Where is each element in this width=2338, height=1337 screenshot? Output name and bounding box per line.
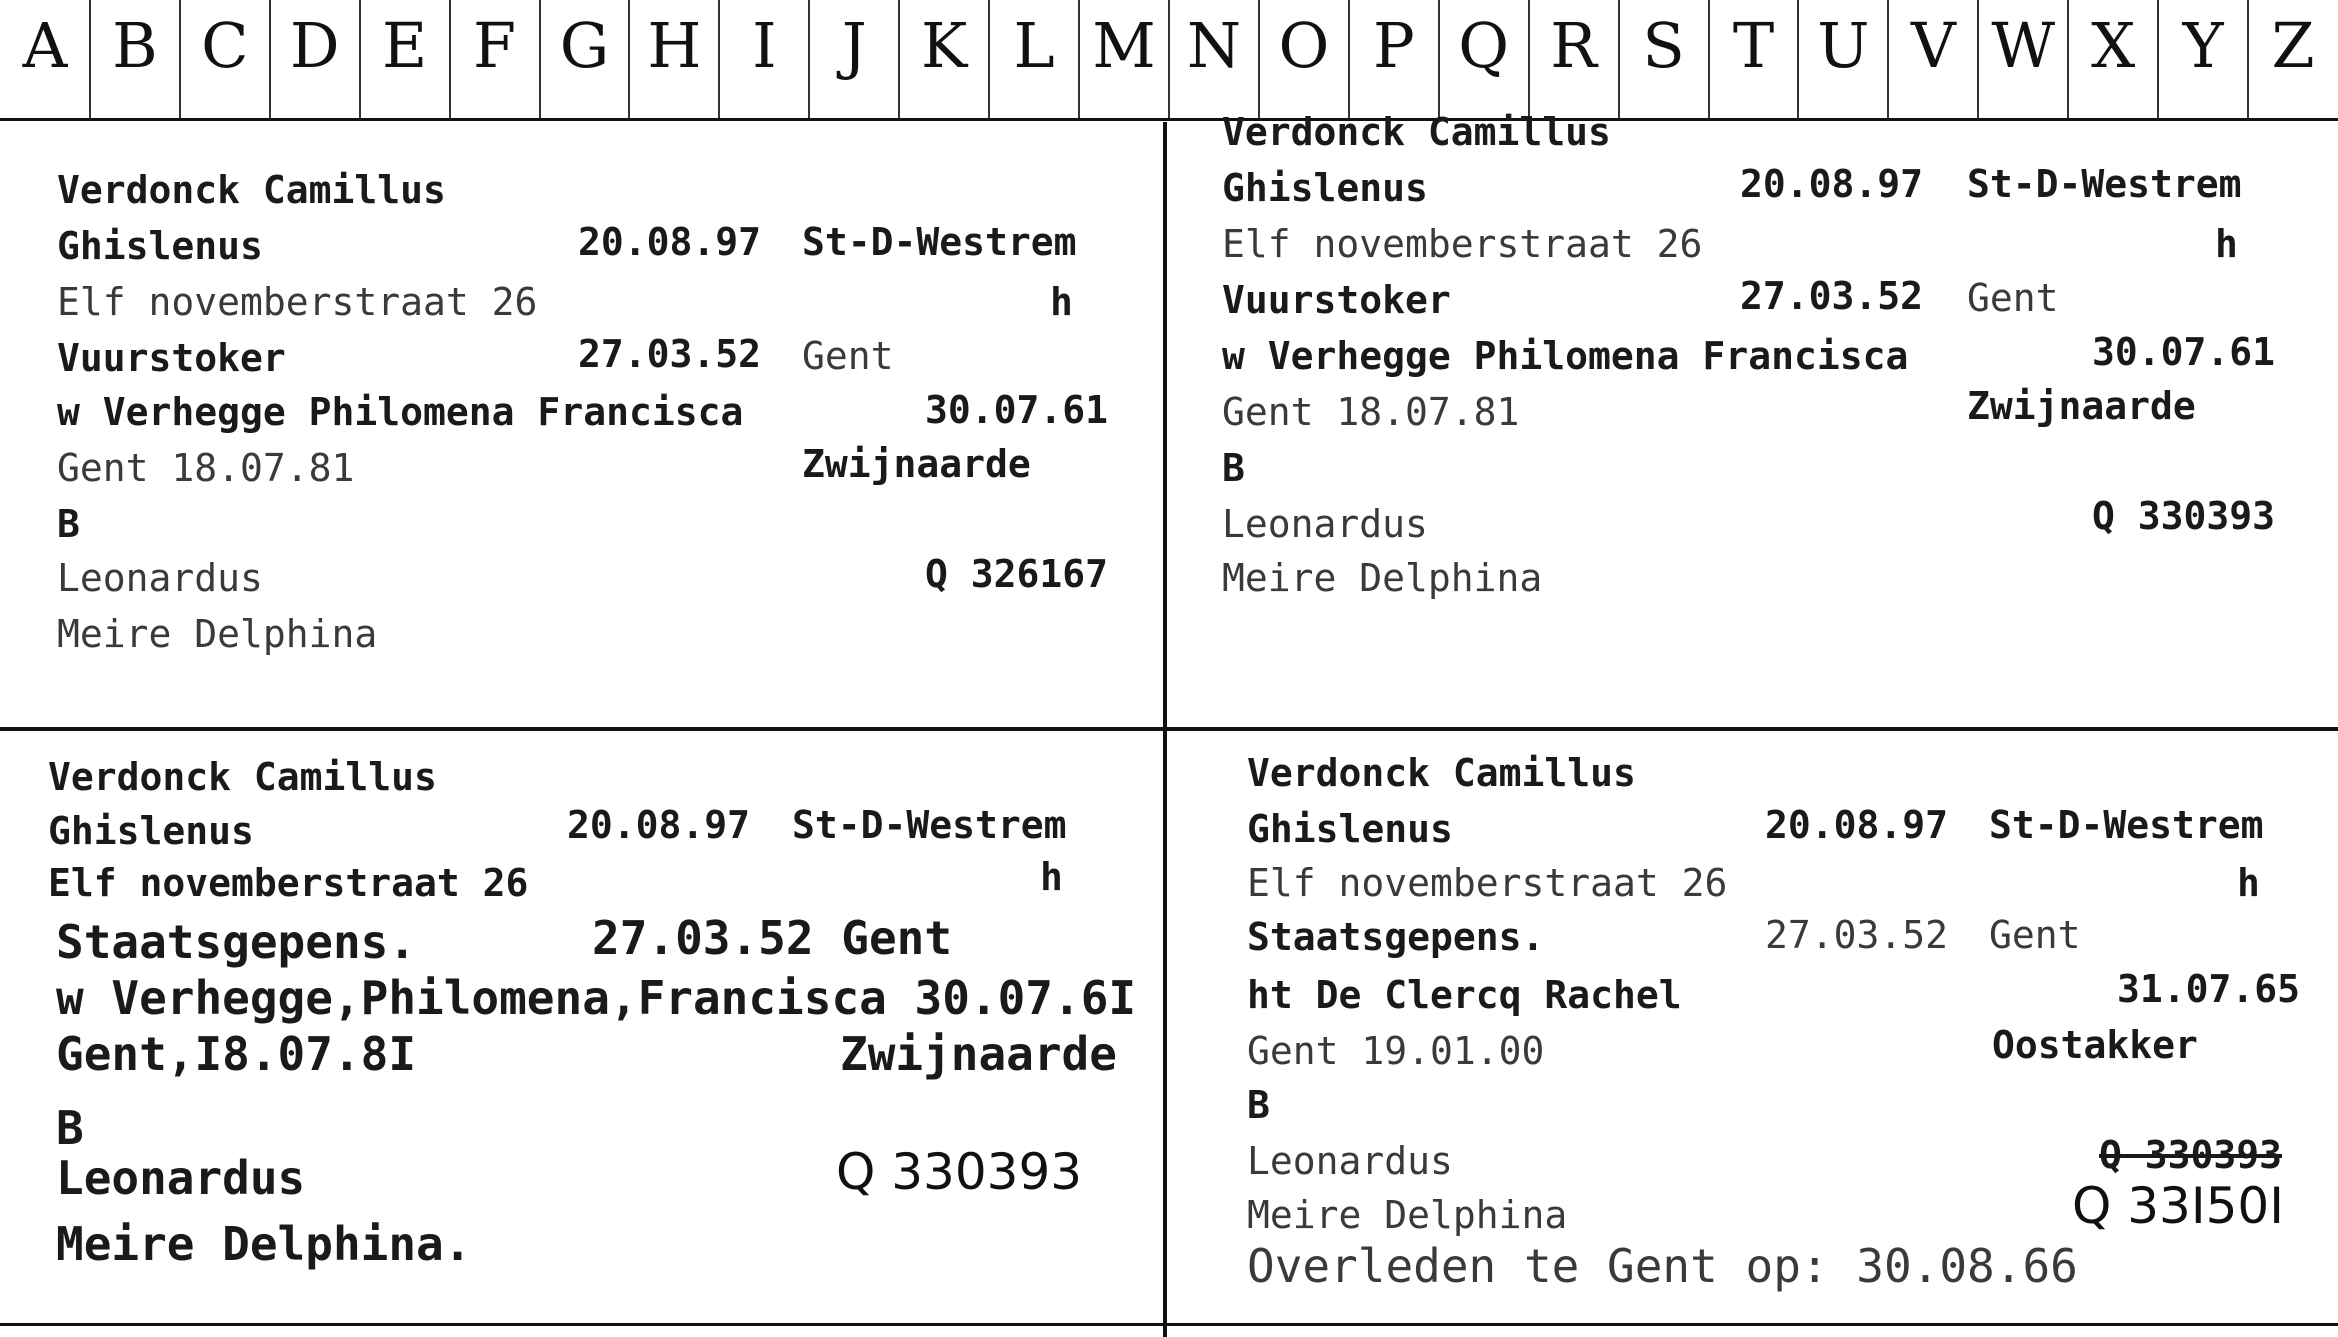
index-letter: J — [841, 9, 867, 82]
card-spouse-place: Oostakker — [1992, 1023, 2198, 1067]
card-spouse-birth: Gent 18.07.81 — [57, 446, 355, 490]
card-death-note: Overleden te Gent op: 30.08.66 — [1247, 1239, 2078, 1293]
card-mother: Meire Delphina — [57, 612, 378, 656]
index-letter: C — [201, 9, 249, 82]
index-baseline — [0, 118, 2338, 121]
card-surname: Verdonck Camillus — [48, 755, 437, 799]
card-spouse: w Verhegge,Philomena,Francisca 30.07.6I — [56, 971, 1137, 1025]
index-letter: M — [1092, 9, 1156, 82]
index-letter-cell — [1349, 0, 1439, 118]
index-letter: W — [1991, 9, 2056, 82]
index-letter-cell — [719, 0, 809, 118]
index-letter: P — [1372, 9, 1415, 82]
index-letter: K — [921, 9, 968, 82]
card-given-name: Ghislenus — [1247, 807, 1453, 851]
card-spouse-date: 31.07.65 — [2117, 967, 2301, 1011]
index-letter: A — [22, 9, 68, 82]
index-letter: T — [1732, 9, 1775, 82]
index-letter-cell — [989, 0, 1079, 118]
card-address: Elf novemberstraat 26 — [1222, 222, 1703, 266]
index-letter-cell — [1079, 0, 1169, 118]
index-letter-cell — [2068, 0, 2158, 118]
index-letter: U — [1817, 9, 1870, 82]
card-spouse-place: Zwijnaarde — [802, 442, 1031, 486]
index-letter-cell — [2248, 0, 2338, 118]
card-mark: h — [2215, 222, 2238, 266]
card-spouse-place: Zwijnaarde — [840, 1027, 1117, 1081]
index-letter-cell — [809, 0, 899, 118]
record-card-1 — [0, 122, 1163, 727]
card-surname: Verdonck Camillus — [57, 168, 446, 212]
index-letter-cell — [540, 0, 630, 118]
card-reg-place: Gent — [1967, 276, 2059, 320]
card-reg-place: Gent — [802, 334, 894, 378]
card-birth-date: 20.08.97 — [1740, 162, 1924, 206]
index-letter-cell — [450, 0, 540, 118]
index-letter: I — [752, 9, 777, 82]
card-spouse-date: 30.07.61 — [2092, 330, 2276, 374]
card-occupation: Staatsgepens. — [56, 915, 417, 969]
index-letter-cell — [360, 0, 450, 118]
index-letter: S — [1642, 9, 1685, 82]
index-letter: L — [1013, 9, 1055, 82]
card-spouse-birth: Gent 18.07.81 — [1222, 390, 1520, 434]
index-letter: E — [382, 9, 428, 82]
index-letter-cell — [1978, 0, 2068, 118]
index-letter-cell — [1619, 0, 1709, 118]
record-card-3 — [0, 731, 1163, 1323]
card-reference: Q 33I50I — [2072, 1177, 2284, 1235]
card-occupation: Vuurstoker — [1222, 278, 1451, 322]
index-letter-cell — [899, 0, 989, 118]
index-letter-cell — [1709, 0, 1799, 118]
card-father: Leonardus — [1247, 1139, 1453, 1183]
card-address: Elf novemberstraat 26 — [57, 280, 538, 324]
card-father: Leonardus — [1222, 502, 1428, 546]
index-letter-cell — [1259, 0, 1349, 118]
card-reg-place: Gent — [1989, 913, 2081, 957]
card-address: Elf novemberstraat 26 — [1247, 861, 1728, 905]
index-letter-cell — [180, 0, 270, 118]
card-birth-place: St-D-Westrem — [802, 220, 1077, 264]
card-mark: h — [1050, 280, 1073, 324]
card-reference: Q 330393 — [836, 1143, 1083, 1201]
card-birth-date: 20.08.97 — [567, 803, 751, 847]
index-letter-cell — [270, 0, 360, 118]
card-father: Leonardus — [56, 1151, 306, 1205]
index-letter-cell — [1439, 0, 1529, 118]
index-letter-cell — [1529, 0, 1619, 118]
card-nationality: B — [57, 502, 80, 546]
card-reg-date: 27.03.52 — [1765, 913, 1949, 957]
card-given-name: Ghislenus — [48, 809, 254, 853]
card-mark: h — [1040, 855, 1063, 899]
card-nationality: B — [56, 1101, 84, 1155]
card-spouse-birth: Gent,I8.07.8I — [56, 1027, 417, 1081]
index-letter: B — [112, 9, 158, 82]
card-reference-old: Q 330393 — [2099, 1133, 2283, 1177]
card-nationality: B — [1222, 446, 1245, 490]
card-mother: Meire Delphina. — [56, 1217, 472, 1271]
card-spouse-birth: Gent 19.01.00 — [1247, 1029, 1545, 1073]
card-birth-date: 20.08.97 — [1765, 803, 1949, 847]
card-birth-date: 20.08.97 — [578, 220, 762, 264]
card-nationality: B — [1247, 1083, 1270, 1127]
card-birth-place: St-D-Westrem — [792, 803, 1067, 847]
index-letter-cell — [0, 0, 90, 118]
card-surname: Verdonck Camillus — [1247, 751, 1636, 795]
index-letter-cell — [1798, 0, 1888, 118]
index-letter: Q — [1458, 9, 1510, 82]
index-letter: O — [1278, 9, 1330, 82]
index-letter: N — [1186, 9, 1242, 82]
card-reg-date-place: 27.03.52 Gent — [592, 911, 953, 965]
card-given-name: Ghislenus — [57, 224, 263, 268]
index-letter-cell — [1169, 0, 1259, 118]
alphabet-index — [0, 0, 2338, 120]
index-letter-cell — [2158, 0, 2248, 118]
card-occupation: Vuurstoker — [57, 336, 286, 380]
card-reference: Q 330393 — [2092, 494, 2276, 538]
index-letter: V — [1910, 9, 1956, 82]
card-address: Elf novemberstraat 26 — [48, 861, 529, 905]
index-letter: Z — [2271, 9, 2315, 82]
card-birth-place: St-D-Westrem — [1989, 803, 2264, 847]
card-reg-date: 27.03.52 — [1740, 274, 1924, 318]
index-letter: G — [559, 9, 610, 82]
index-letter: X — [2091, 9, 2136, 82]
card-divider-bottom — [0, 1323, 2338, 1326]
index-letter: R — [1550, 9, 1597, 82]
card-spouse-place: Zwijnaarde — [1967, 384, 2196, 428]
card-spouse: ht De Clercq Rachel — [1247, 973, 1682, 1017]
card-birth-place: St-D-Westrem — [1967, 162, 2242, 206]
index-letter-cell — [1888, 0, 1978, 118]
card-occupation: Staatsgepens. — [1247, 915, 1545, 959]
record-card-4 — [1167, 731, 2338, 1323]
card-spouse: w Verhegge Philomena Francisca — [1222, 334, 1909, 378]
card-given-name: Ghislenus — [1222, 166, 1428, 210]
card-mother: Meire Delphina — [1222, 556, 1543, 600]
index-letter: F — [473, 9, 517, 82]
index-letter: Y — [2182, 9, 2224, 82]
index-letter-cell — [629, 0, 719, 118]
card-surname: Verdonck Camillus — [1222, 110, 1611, 154]
card-father: Leonardus — [57, 556, 263, 600]
card-reg-date: 27.03.52 — [578, 332, 762, 376]
card-mark: h — [2237, 861, 2260, 905]
card-spouse: w Verhegge Philomena Francisca — [57, 390, 744, 434]
card-reference: Q 326167 — [925, 552, 1109, 596]
index-letter: D — [289, 9, 340, 82]
record-card-2 — [1167, 110, 2338, 727]
index-letter: H — [647, 9, 702, 82]
index-letter-cell — [90, 0, 180, 118]
card-mother: Meire Delphina — [1247, 1193, 1568, 1237]
card-spouse-date: 30.07.61 — [925, 388, 1109, 432]
